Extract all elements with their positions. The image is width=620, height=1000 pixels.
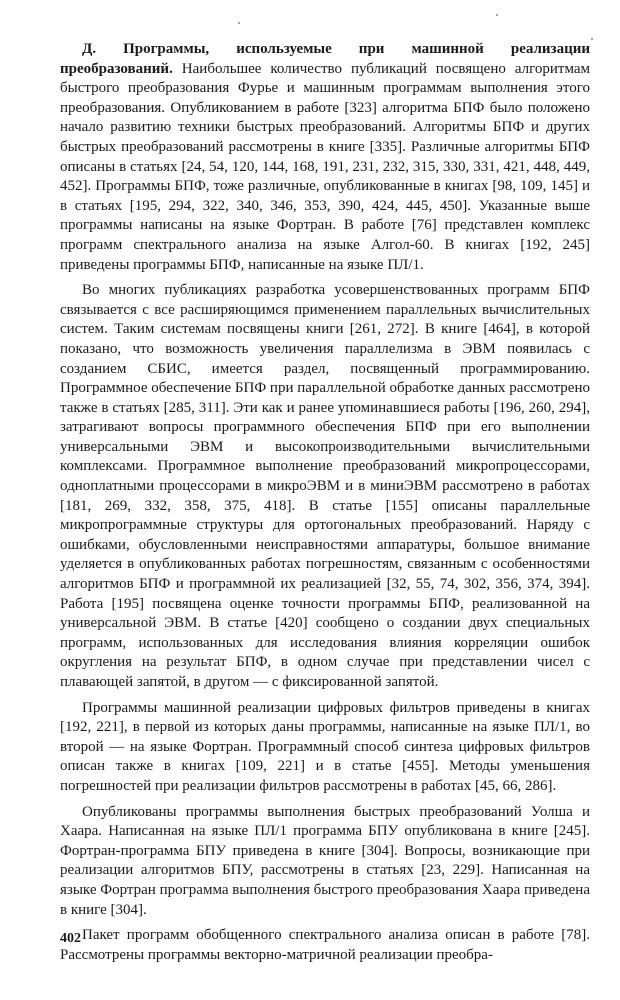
page-number: 402 <box>60 931 81 946</box>
paragraph-2: Во многих публикациях разработка усовершенствованных программ БПФ связывается с все расширяющимся применением параллельных вычислительных систем. Таким системам посвящены книги [261, 272]. В книге [464], в которой показано, что возможность увеличения параллелизма в ЭВМ появилась с созданием СБИС, имеется раздел, посвященный программированию. Программное обеспечение БПФ при параллельной обработке данных рассмотрено также в статьях [285, 311]. Эти как и ранее упоминавшиеся работы [196, 260, 294], затрагивают вопросы программного обеспечения БПФ при его выполнении универсальными ЭВМ и высокопроизводительными вычислительными комплексами. Программное выполнение преобразований микропроцессорами, одноплатными процессорами в микроЭВМ и в миниЭВМ рассмотрено в работах [181, 269, 332, 358, 375, 418]. В статье [155] описаны параллельные микропрограммные структуры для ортогональных преобразований. Наряду с ошибками, обусловленными неисправностями аппаратуры, большое внимание уделяется в опубликованных работах погрешностям, связанным с особенностями алгоритмов БПФ и программной их реализацией [32, 55, 74, 302, 356, 374, 394]. Работа [195] посвящена оценке точности программы БПФ, реализованной на универсальной ЭВМ. В статье [420] сообщено о создании двух специальных программ, использованных для исследования влияния корреляции ошибок округления на результат БПФ, в одном случае при представлении чисел с плавающей запятой, в другом — с фиксированной запятой. <box>60 282 590 690</box>
scan-speck <box>238 22 240 24</box>
paragraph-3: Программы машинной реализации цифровых фильтров приведены в книгах [192, 221], в первой из которых даны программы, написанные на языке ПЛ/1, во второй — на языке Фортран. Программный способ синтеза цифровых фильтров описан также в книгах [109, 221] и в статье [455]. Методы уменьшения погрешностей при реализации фильтров рассмотрены в работах [45, 66, 286]. <box>60 699 590 794</box>
paragraph-1 <box>60 40 590 275</box>
paragraph-1-body: Наибольшее количество публикаций посвящено алгоритмам быстрого преобразования Фурье и машинным программам выполнения этого преобразования. Опубликованием в работе [323] алгоритма БПФ было положено начало развитию техники быстрых преобразований. Алгоритмы БПФ и других быстрых преобразований рассмотрены в книге [335]. Различные алгоритмы БПФ описаны в статьях [24, 54, 120, 144, 168, 191, 231, 232, 315, 330, 331, 421, 448, 449, 452]. Программы БПФ, тоже различные, опубликованные в книгах [98, 109, 145] и в статьях [195, 294, 322, 340, 346, 353, 390, 424, 445, 450]. Указанные выше программы написаны на языке Фортран. В работе [76] представлен комплекс программ спектрального анализа на языке Алгол-60. В книгах [192, 245] приведены программы БПФ, написанные на языке ПЛ/1. <box>60 60 590 273</box>
paragraph-5: Пакет программ обобщенного спектрального анализа описан в работе [78]. Рассмотрены программы векторно-матричной реализации преобра- <box>60 927 590 963</box>
document-page <box>60 40 590 971</box>
scan-speck <box>496 14 498 16</box>
section-heading: Д. Программы, используемые при машинной реализации преобразований. <box>60 41 590 77</box>
scan-speck <box>591 38 593 40</box>
paragraph-4: Опубликованы программы выполнения быстрых преобразований Уолша и Хаара. Написанная на языке ПЛ/1 программа БПУ опубликована в книге [245]. Фортран-программа БПУ приведена в книге [304]. Вопросы, возникающие при реализации алгоритмов БПУ, рассмотрены в статьях [23, 229]. Написанная на языке Фортран программа выполнения быстрого преобразования Хаара приведена в книге [304]. <box>60 803 590 918</box>
